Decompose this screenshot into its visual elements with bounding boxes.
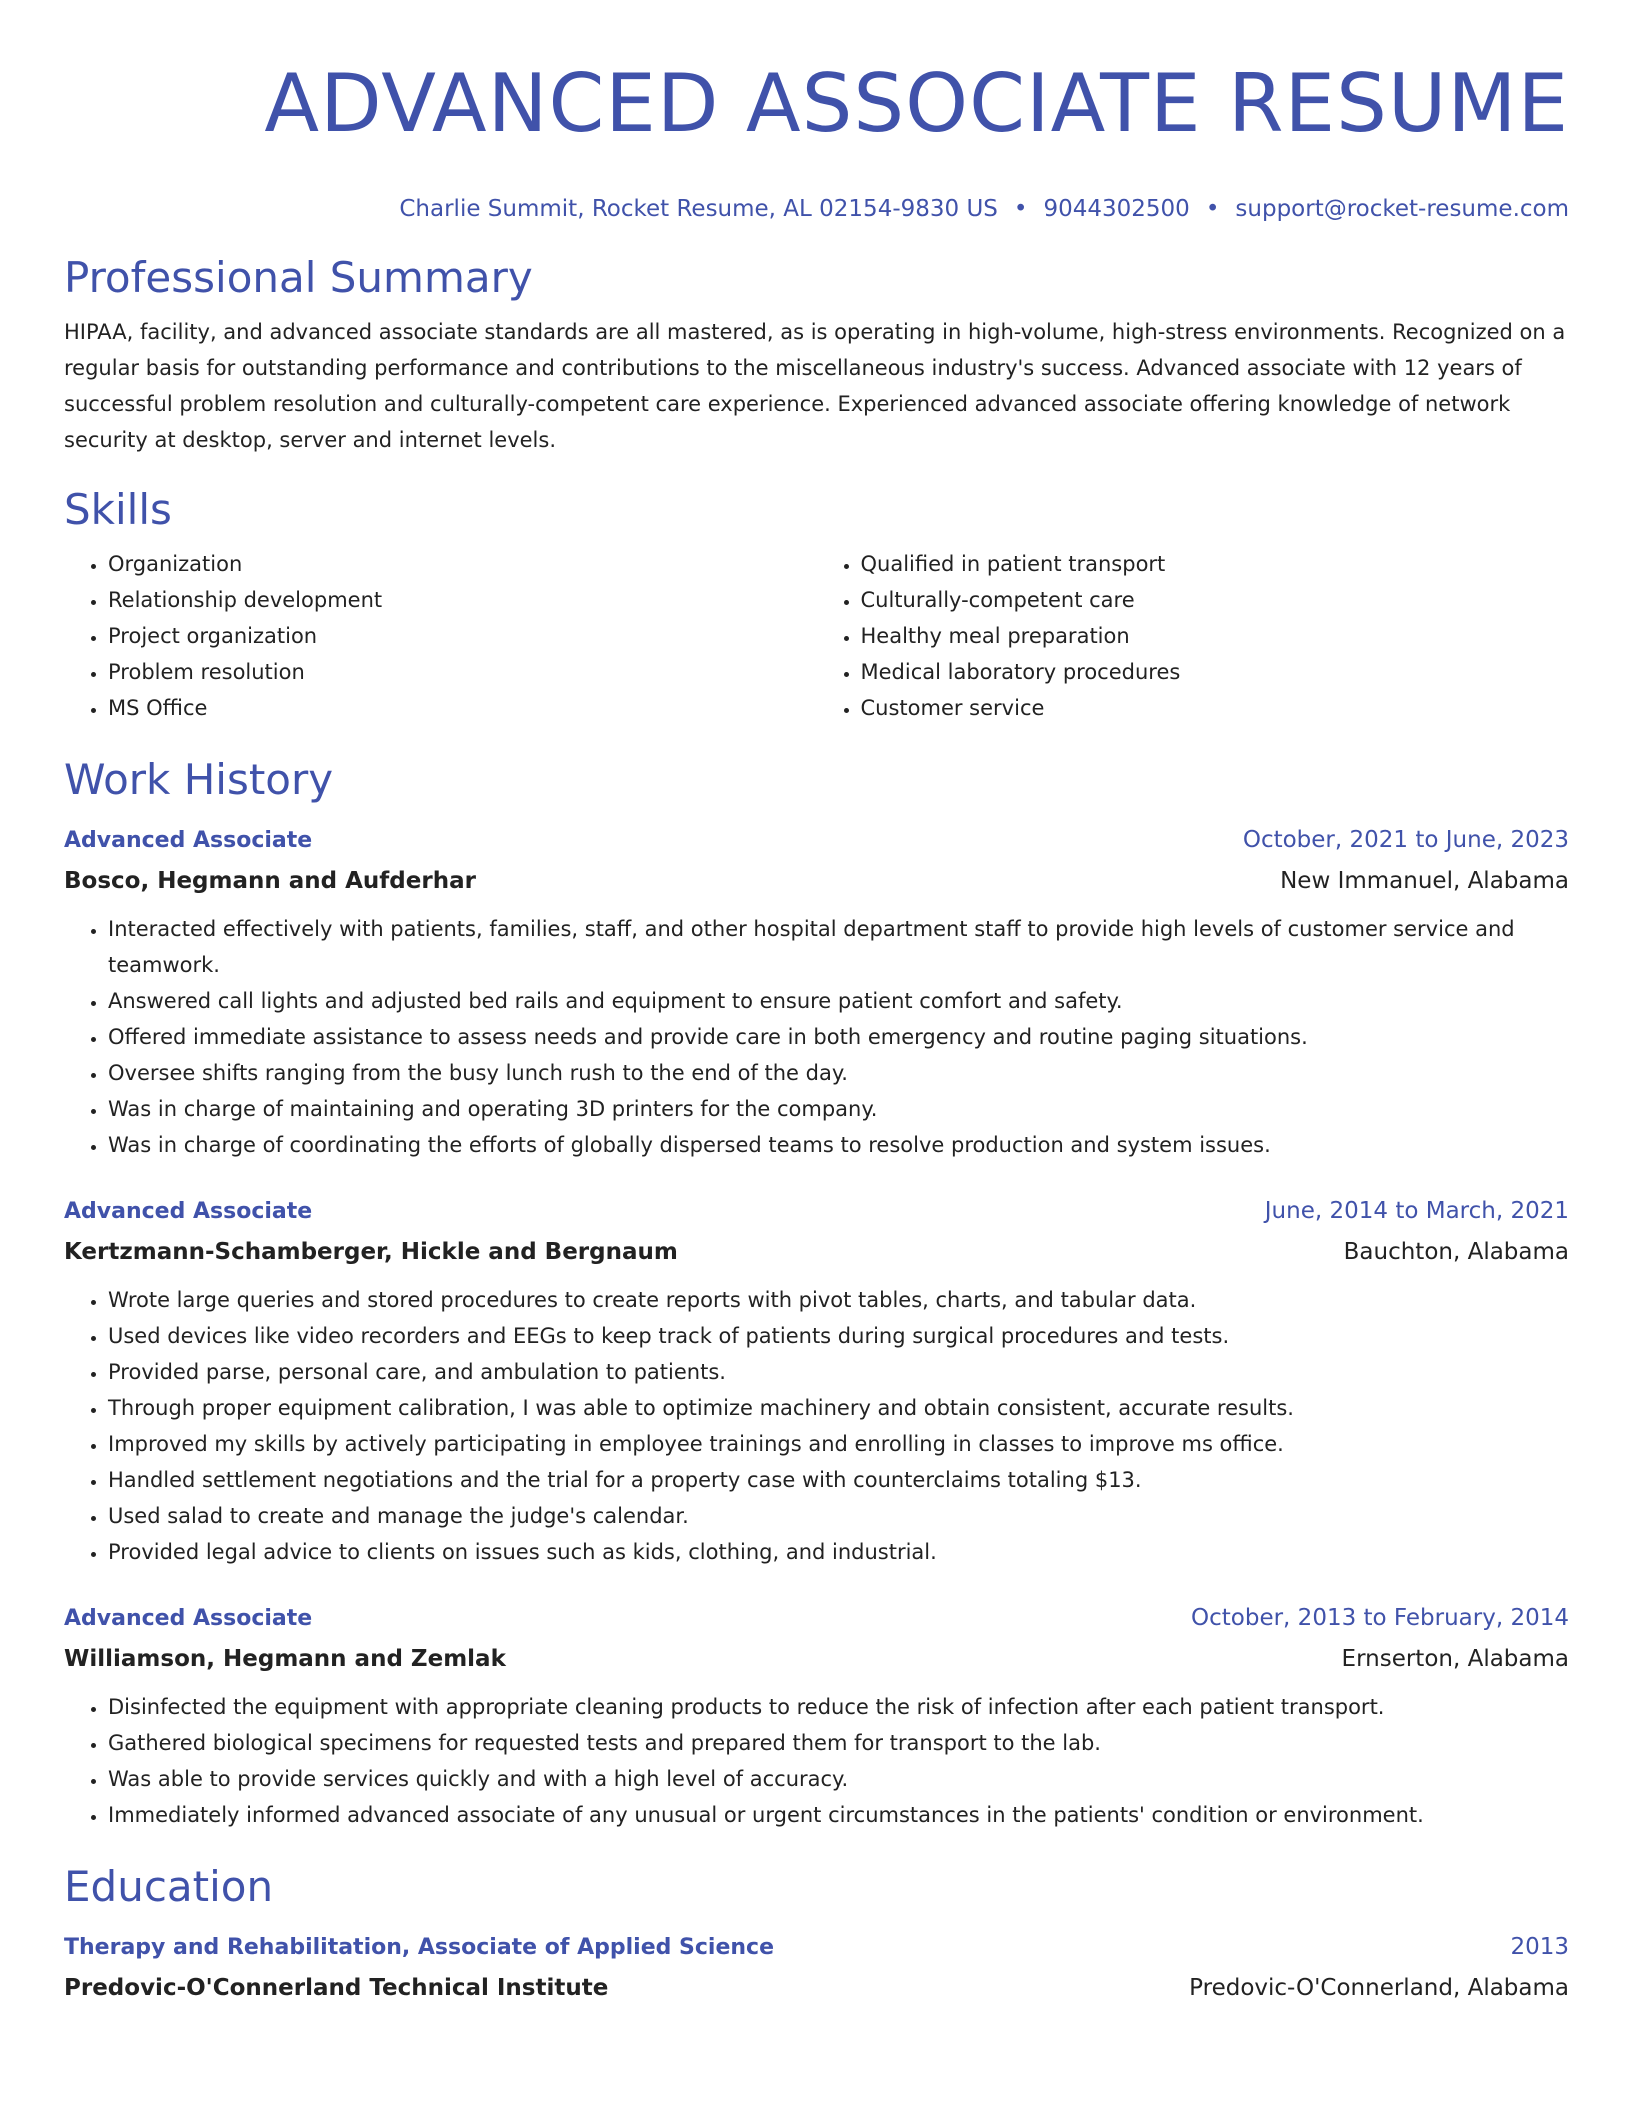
job-bullet: • Provided parse, personal care, and ambulation to patients.	[108, 1354, 1569, 1390]
job-header-row	[64, 1191, 1569, 1232]
job-bullet: • Wrote large queries and stored procedures to create reports with pivot tables, charts, and tabular data.	[108, 1282, 1569, 1318]
job-bullet: • Was in charge of maintaining and operating 3D printers for the company.	[108, 1091, 1569, 1127]
skill-item: • Culturally-competent care	[861, 582, 1570, 618]
contact-separator: •	[1013, 196, 1028, 222]
job-company: Bosco, Hegmann and Aufderhar	[64, 868, 476, 894]
job-bullet: • Immediately informed advanced associate of any unusual or urgent circumstances in the patients' condition or environment.	[108, 1797, 1569, 1833]
job-bullet: • Disinfected the equipment with appropriate cleaning products to reduce the risk of infection after each patient transport.	[108, 1689, 1569, 1725]
job-company: Kertzmann-Schamberger, Hickle and Bergnaum	[64, 1239, 678, 1265]
section-heading-skills: Skills	[64, 485, 172, 534]
section-heading-work: Work History	[64, 755, 334, 804]
skill-item: • Qualified in patient transport	[861, 546, 1570, 582]
job-header-row	[64, 820, 1569, 861]
section-heading-summary: Professional Summary	[64, 253, 533, 302]
education-school-row	[64, 1968, 1569, 2008]
job-bullet: • Used salad to create and manage the judge's calendar.	[108, 1498, 1569, 1534]
job-bullets	[64, 1689, 1569, 1833]
skills-right-column	[817, 546, 1570, 726]
skill-item: • MS Office	[108, 690, 817, 726]
job-dates: June, 2014 to March, 2021	[1264, 1198, 1569, 1224]
education-header-row	[64, 1927, 1569, 1968]
contact-address: Charlie Summit, Rocket Resume, AL 02154-9830 US	[399, 196, 998, 222]
job-dates: October, 2013 to February, 2014	[1191, 1605, 1569, 1631]
contact-line	[64, 194, 1569, 224]
section-heading-education: Education	[64, 1862, 274, 1911]
skill-item: • Customer service	[861, 690, 1570, 726]
job-dates: October, 2021 to June, 2023	[1242, 827, 1569, 853]
skills-section	[64, 484, 1569, 726]
job-location: Ernserton, Alabama	[1341, 1646, 1569, 1672]
contact-phone: 9044302500	[1043, 196, 1190, 222]
job-bullet: • Used devices like video recorders and EEGs to keep track of patients during surgical procedures and tests.	[108, 1318, 1569, 1354]
job-company: Williamson, Hegmann and Zemlak	[64, 1646, 506, 1672]
job-bullet: • Gathered biological specimens for requested tests and prepared them for transport to the lab.	[108, 1725, 1569, 1761]
job-title: Advanced Associate	[64, 828, 313, 853]
job-bullet: • Was in charge of coordinating the efforts of globally dispersed teams to resolve production and system issues.	[108, 1127, 1569, 1163]
job-company-row	[64, 1639, 1569, 1679]
contact-separator: •	[1205, 196, 1220, 222]
education-year: 2013	[1510, 1934, 1569, 1960]
job-bullet: • Answered call lights and adjusted bed rails and equipment to ensure patient comfort and safety.	[108, 983, 1569, 1019]
job-entry	[64, 820, 1569, 1163]
education-location: Predovic-O'Connerland, Alabama	[1189, 1975, 1569, 2001]
job-company-row	[64, 1232, 1569, 1272]
job-bullets	[64, 1282, 1569, 1570]
education-section	[64, 1861, 1569, 2008]
skill-item: • Relationship development	[108, 582, 817, 618]
skill-item: • Project organization	[108, 618, 817, 654]
job-location: Bauchton, Alabama	[1343, 1239, 1569, 1265]
resume-title: ADVANCED ASSOCIATE RESUME	[264, 57, 1569, 150]
education-degree: Therapy and Rehabilitation, Associate of Applied Science	[64, 1935, 775, 1960]
skill-item: • Medical laboratory procedures	[861, 654, 1570, 690]
job-entry	[64, 1598, 1569, 1833]
job-location: New Immanuel, Alabama	[1280, 868, 1569, 894]
skill-item: • Healthy meal preparation	[861, 618, 1570, 654]
job-title: Advanced Associate	[64, 1199, 313, 1224]
job-bullet: • Improved my skills by actively participating in employee trainings and enrolling in classes to improve ms office.	[108, 1426, 1569, 1462]
job-bullet: • Was able to provide services quickly and with a high level of accuracy.	[108, 1761, 1569, 1797]
skills-columns	[64, 546, 1569, 726]
job-bullet: • Interacted effectively with patients, families, staff, and other hospital department staff to provide high levels of customer service and teamwork.	[108, 911, 1569, 983]
education-school: Predovic-O'Connerland Technical Institute	[64, 1975, 609, 2001]
summary-text: HIPAA, facility, and advanced associate standards are all mastered, as is operating in high-volume, high-stress environments. Recognized on a regular basis for outstanding performance and contributions to the miscellaneous industry's success. Advanced associate with 12 years of successful problem resolution and culturally-competent care experience. Experienced advanced associate offering knowledge of network security at desktop, server and internet levels.	[64, 320, 1566, 452]
job-bullet: • Offered immediate assistance to assess needs and provide care in both emergency and routine paging situations.	[108, 1019, 1569, 1055]
skill-item: • Problem resolution	[108, 654, 817, 690]
work-history-section	[64, 754, 1569, 1833]
skill-item: • Organization	[108, 546, 817, 582]
job-bullet: • Oversee shifts ranging from the busy lunch rush to the end of the day.	[108, 1055, 1569, 1091]
professional-summary-section	[64, 252, 1569, 458]
job-entry	[64, 1191, 1569, 1570]
skills-left-column	[64, 546, 817, 726]
contact-email: support@rocket-resume.com	[1235, 196, 1569, 222]
job-bullets	[64, 911, 1569, 1163]
job-header-row	[64, 1598, 1569, 1639]
job-bullet: • Provided legal advice to clients on issues such as kids, clothing, and industrial.	[108, 1534, 1569, 1570]
job-bullet: • Handled settlement negotiations and the trial for a property case with counterclaims totaling $13.	[108, 1462, 1569, 1498]
job-bullet: • Through proper equipment calibration, I was able to optimize machinery and obtain consistent, accurate results.	[108, 1390, 1569, 1426]
job-company-row	[64, 861, 1569, 901]
job-title: Advanced Associate	[64, 1606, 313, 1631]
